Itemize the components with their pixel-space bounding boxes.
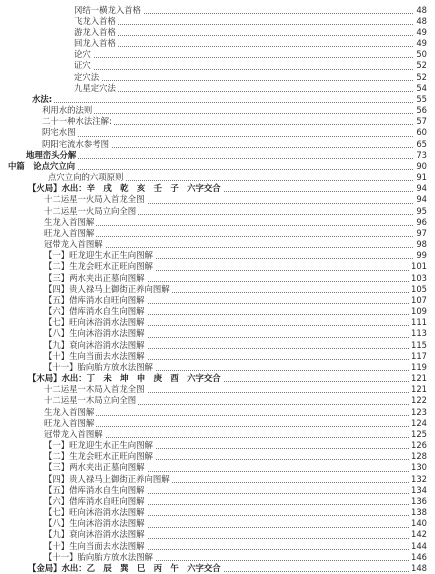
toc-entry-page: 144 [411,540,427,551]
toc-entry-page: 126 [411,440,427,451]
toc-entry-page: 125 [411,428,427,439]
toc-entry-page: 111 [411,317,427,328]
toc-entry-page: 121 [411,373,427,384]
toc-entry-title: 【二】生龙会旺水正旺向图解 [44,451,153,462]
toc-entry-page: 113 [411,328,427,339]
toc-entry-title: 水法: [32,93,53,104]
toc-entry-title: 十二运星一木局入首龙全图 [44,384,145,395]
toc-entry-title: 十二运星一木局立向全图 [44,395,137,406]
toc-entry-page: 136 [411,495,427,506]
toc-entry-page: 55 [416,93,427,104]
toc-entry-page: 94 [416,183,427,194]
toc-entry-page: 142 [411,529,427,540]
toc-entry-page: 124 [411,417,427,428]
toc-entry-title: 游龙入首格 [74,26,116,37]
toc-entry-page: 50 [416,49,427,60]
toc-entry-page: 115 [411,339,427,350]
toc-entry-title: 九星定穴法 [74,82,116,93]
toc-entry-title: 二十一种水法注解: [42,116,112,127]
toc-entry-page: 60 [416,127,427,138]
toc-entry-title: 阴阳宅流水参考图 [42,138,109,149]
toc-entry-title: 【六】借库消水自生向图解 [44,306,145,317]
toc-entry-page: 123 [411,406,427,417]
toc-entry-title: 【八】生向沐浴消水法图解 [44,328,145,339]
toc-entry-title: 证穴 [74,60,91,71]
toc-entry-page: 130 [411,462,427,473]
toc-entry-page: 56 [416,105,427,116]
toc-entry-page: 138 [411,507,427,518]
toc-entry-page: 128 [411,451,427,462]
toc-entry-page: 73 [416,149,427,160]
toc-entry-title: 【三】两水夹出正墓向图解 [44,272,145,283]
toc-entry-title: 【四】贵人禄马上御街正养向图解 [44,473,170,484]
toc-entry-title: 论穴 [74,49,91,60]
toc-entry-page: 95 [416,205,427,216]
toc-entry-title: 冠带龙入首图解 [44,239,103,250]
toc-entry-title: 【火局】水出：辛 戌 乾 亥 壬 子 六字交合 [28,183,221,194]
toc-entry-page: 107 [411,294,427,305]
toc-entry-title: 【五】借库消水自旺向图解 [44,294,145,305]
toc-entry-title: 【六】借库消水自旺向图解 [44,495,145,506]
toc-entry-page: 140 [411,518,427,529]
toc-entry-page: 121 [411,384,427,395]
toc-entry-page: 52 [416,60,427,71]
toc-entry-page: 148 [411,563,427,573]
toc-entry-title: 【一】旺龙迎生水正生向图解 [44,250,153,261]
toc-entry-title: 阴宅水图 [42,127,76,138]
toc-entry-page: 94 [416,194,427,205]
toc-entry-page: 101 [411,261,427,272]
toc-entry-title: 【二】生龙会旺水正旺向图解 [44,261,153,272]
toc-entry-page: 91 [416,172,427,183]
toc-entry-page: 49 [416,26,427,37]
toc-entry-title: 地理峦头分解 [26,149,77,160]
toc-entry-page: 49 [416,38,427,48]
toc-entry-page: 105 [411,283,427,294]
toc-entry-page: 99 [416,250,427,261]
toc-entry-title: 利用水的法则 [42,105,93,116]
toc-entry-title: 旺龙入首图解 [44,227,95,238]
toc-entry-title: 回龙入首格 [74,38,116,48]
toc-entry-page: 48 [416,15,427,26]
toc-entry-page: 119 [411,361,427,372]
toc-entry-page: 57 [416,116,427,127]
toc-entry-title: 冠带龙入首图解 [44,428,103,439]
toc-entry-page: 132 [411,473,427,484]
toc-entry-page: 122 [411,395,427,406]
toc-entry-title: 【十一】胎向胎方放水法图解 [44,551,153,562]
toc-entry-page: 109 [411,306,427,317]
toc-entry-title: 【五】借库消水自生向图解 [44,484,145,495]
toc-entry-title: 【七】旺向沐浴消水法图解 [44,317,145,328]
toc-entry-title: 【十一】胎向胎方放水法图解 [44,361,153,372]
toc-entry-title: 【金局】水出：乙 辰 巽 巳 丙 午 六字交合 [28,563,221,573]
toc-entry-title: 十二运星一火局立向全图 [44,205,137,216]
toc-entry-title: 定穴法 [74,71,100,82]
toc-entry-title: 飞龙入首格 [74,15,116,26]
toc-entry-page: 90 [416,160,427,171]
toc-entry-page: 54 [416,82,427,93]
toc-entry-title: 【七】旺向沐浴消水法图解 [44,507,145,518]
toc-entry-page: 65 [416,138,427,149]
toc-entry-page: 134 [411,484,427,495]
toc-entry[interactable] [0,563,435,574]
toc-entry-title: 点穴立向的六项原则 [48,172,124,183]
toc-entry-title: 中篇 论点穴立向 [8,160,75,171]
toc-entry-title: 【木局】水出：丁 未 坤 申 庚 酉 六字交合 [28,373,221,384]
toc-entry-page: 146 [411,551,427,562]
toc-entry-title: 冈结一横龙入首格 [74,4,141,15]
toc-entry-title: 【九】衰向沐浴消水法图解 [44,529,145,540]
toc-entry-page: 103 [411,272,427,283]
toc-entry-title: 【四】贵人禄马上御街正养向图解 [44,283,170,294]
toc-entry-title: 【三】两水夹出正墓向图解 [44,462,145,473]
toc-entry-title: 生龙入首图解 [44,216,95,227]
toc-entry-title: 十二运星一火局入首龙全图 [44,194,145,205]
toc-entry-title: 【一】旺龙迎生水正生向图解 [44,440,153,451]
toc-entry-title: 生龙入首图解 [44,406,95,417]
toc-entry-title: 旺龙入首图解 [44,417,95,428]
toc-entry-page: 117 [411,350,427,361]
toc-entry-title: 【八】生向沐浴消水法图解 [44,518,145,529]
toc-entry-page: 98 [416,239,427,250]
toc-entry-title: 【十】生向当面去水法图解 [44,540,145,551]
toc-entry-page: 96 [416,216,427,227]
toc-entry-title: 【十】生向当面去水法图解 [44,350,145,361]
toc-entry-page: 52 [416,71,427,82]
toc-entry-title: 【九】衰向沐浴消水法图解 [44,339,145,350]
toc-entry-page: 97 [416,227,427,238]
toc-entry-page: 48 [416,4,427,15]
